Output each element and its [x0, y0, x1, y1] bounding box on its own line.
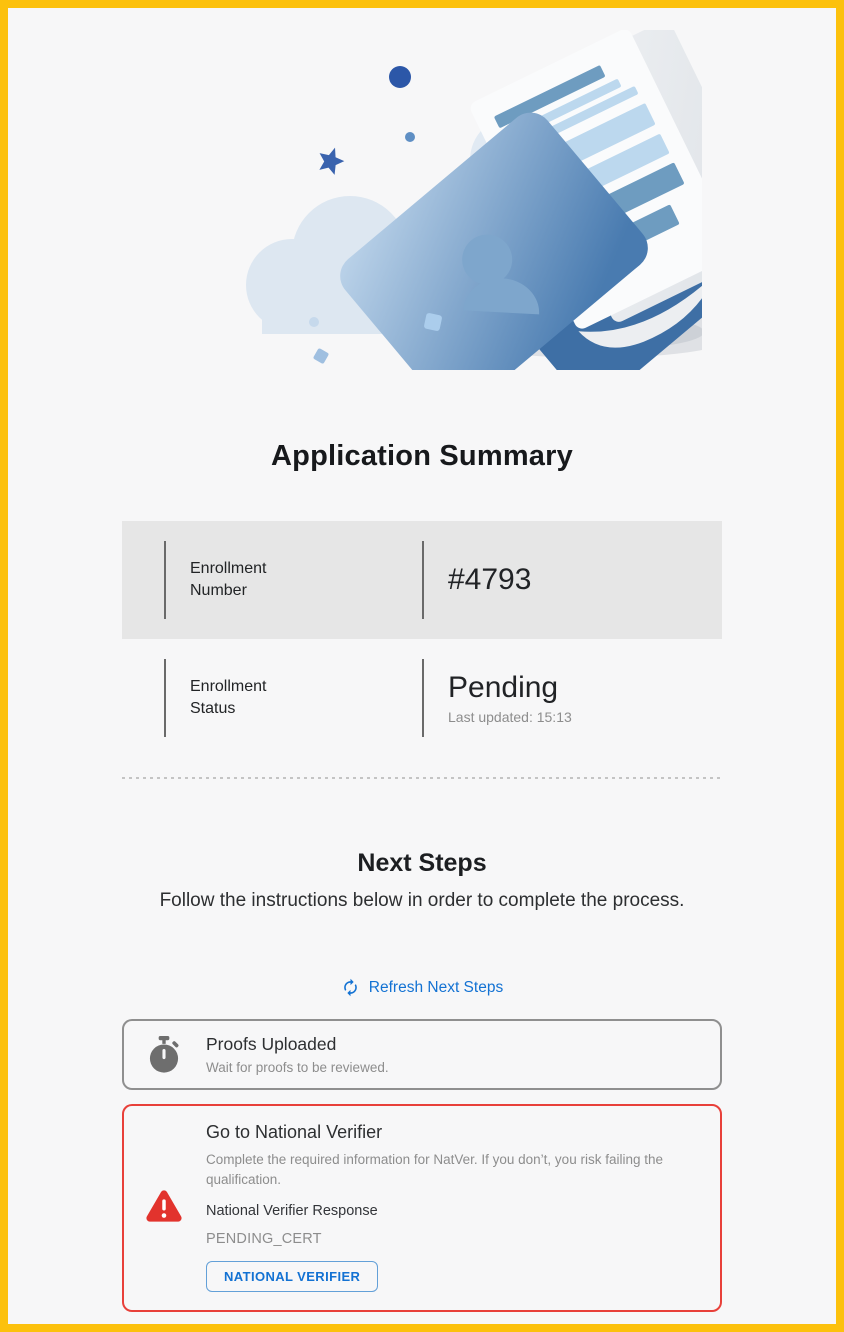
- step-desc-national-verifier: Complete the required information for NatVer. If you don’t, you risk failing the qualification.: [206, 1152, 663, 1187]
- divider-bar: [422, 541, 424, 619]
- stopwatch-icon: [147, 1036, 181, 1074]
- enrollment-number-value: #4793: [448, 562, 532, 596]
- enrollment-status-updated: Last updated: 15:13: [448, 708, 572, 725]
- refresh-next-steps-link[interactable]: [122, 978, 722, 997]
- national-verifier-response-label: National Verifier Response: [206, 1203, 378, 1220]
- step-title-proofs-uploaded: Proofs Uploaded: [206, 1034, 337, 1055]
- step-title-national-verifier: Go to National Verifier: [206, 1122, 383, 1143]
- step-card-proofs-uploaded: [122, 1019, 722, 1090]
- enrollment-status-label: Enrollment Status: [190, 678, 267, 717]
- refresh-next-steps-label: Refresh Next Steps: [368, 978, 504, 996]
- enrollment-number-row: [122, 521, 722, 639]
- step-desc-proofs-uploaded: Wait for proofs to be reviewed.: [206, 1060, 389, 1076]
- enrollment-number-label: Enrollment Number: [190, 560, 267, 599]
- national-verifier-response-value: PENDING_CERT: [206, 1231, 322, 1248]
- warning-icon: [145, 1189, 183, 1225]
- refresh-icon: [341, 978, 360, 997]
- enrollment-status-value: Pending: [448, 671, 559, 705]
- next-steps-subtitle: Follow the instructions below in order to complete the process.: [159, 890, 685, 911]
- folder-documents-illustration: [142, 30, 702, 370]
- divider-bar: [164, 541, 166, 619]
- section-divider: [122, 777, 722, 779]
- step-card-national-verifier: [122, 1104, 722, 1312]
- national-verifier-button[interactable]: NATIONAL VERIFIER: [206, 1261, 378, 1292]
- application-summary-box: [122, 521, 722, 757]
- divider-bar: [422, 659, 424, 737]
- next-steps-title: Next Steps: [357, 849, 487, 877]
- enrollment-status-row: [122, 639, 722, 757]
- divider-bar: [164, 659, 166, 737]
- page-title: Application Summary: [271, 440, 573, 472]
